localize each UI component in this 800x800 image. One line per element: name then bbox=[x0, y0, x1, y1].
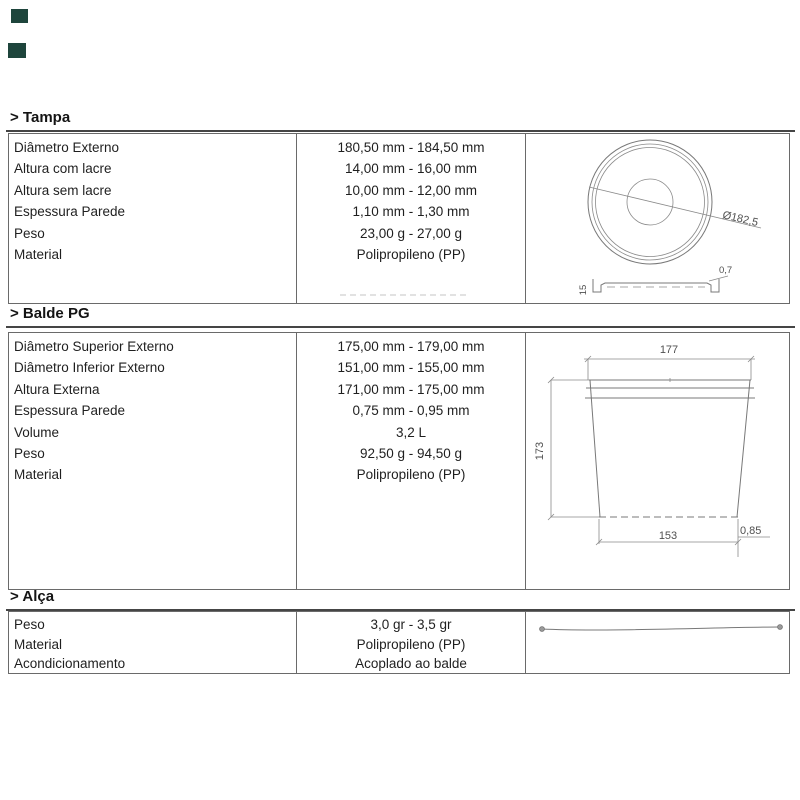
spec-value: 151,00 mm - 155,00 mm bbox=[337, 360, 485, 376]
spec-table-tampa bbox=[8, 133, 790, 304]
value-column bbox=[296, 612, 525, 673]
dim-label-bucket-top-width: 177 bbox=[659, 344, 679, 356]
spec-label: Altura sem lacre bbox=[14, 182, 112, 198]
spec-label: Diâmetro Externo bbox=[14, 140, 120, 155]
bucket-drawing-cell bbox=[525, 333, 790, 589]
spec-value: 1,10 mm - 1,30 mm bbox=[352, 204, 470, 220]
spec-value: 175,00 mm - 179,00 mm bbox=[337, 339, 485, 354]
spec-value: Acoplado ao balde bbox=[355, 656, 467, 671]
spec-label: Material bbox=[14, 247, 63, 263]
dim-label-bucket-height: 173 bbox=[534, 441, 546, 461]
spec-label: Material bbox=[14, 636, 63, 652]
spec-value: 14,00 mm - 16,00 mm bbox=[344, 161, 478, 177]
spec-value: 180,50 mm - 184,50 mm bbox=[337, 140, 485, 155]
spec-label: Diâmetro Inferior Externo bbox=[14, 360, 165, 376]
spec-table-balde-pg bbox=[8, 332, 790, 590]
section-heading-balde-pg: > Balde PG bbox=[6, 304, 795, 328]
spec-label: Acondicionamento bbox=[14, 656, 126, 671]
dim-label-lid-diameter: Ø182,5 bbox=[721, 209, 760, 230]
spec-value: 3,2 L bbox=[395, 424, 427, 440]
spec-value: 92,50 g - 94,50 g bbox=[359, 446, 463, 462]
section-heading-tampa: > Tampa bbox=[6, 108, 795, 132]
spec-label: Peso bbox=[14, 225, 45, 241]
value-column bbox=[296, 134, 525, 303]
handle-drawing-cell bbox=[525, 612, 790, 673]
logo-mark-top bbox=[11, 9, 28, 23]
spec-label: Diâmetro Superior Externo bbox=[14, 339, 174, 354]
lid-technical-drawing bbox=[526, 134, 790, 301]
spec-value: Polipropileno (PP) bbox=[356, 636, 466, 652]
spec-label: Altura Externa bbox=[14, 381, 100, 397]
spec-value: Polipropileno (PP) bbox=[356, 467, 466, 483]
faint-watermark bbox=[340, 294, 466, 296]
value-column bbox=[296, 333, 525, 589]
spec-label: Espessura Parede bbox=[14, 204, 126, 220]
section-heading-alca: > Alça bbox=[6, 587, 795, 611]
dim-label-bucket-thickness: 0,85 bbox=[740, 525, 762, 537]
label-column bbox=[9, 333, 296, 589]
spec-value: 3,0 gr - 3,5 gr bbox=[370, 617, 452, 632]
spec-label: Material bbox=[14, 467, 63, 483]
spec-value: 171,00 mm - 175,00 mm bbox=[337, 381, 485, 397]
bucket-technical-drawing bbox=[526, 333, 790, 587]
dim-label-lid-height: 15 bbox=[578, 284, 589, 296]
spec-value: 10,00 mm - 12,00 mm bbox=[344, 182, 478, 198]
spec-label: Peso bbox=[14, 617, 45, 632]
spec-value: 0,75 mm - 0,95 mm bbox=[352, 403, 470, 419]
spec-value: Polipropileno (PP) bbox=[356, 247, 466, 263]
spec-label: Volume bbox=[14, 424, 60, 440]
spec-label: Peso bbox=[14, 446, 45, 462]
spec-value: 23,00 g - 27,00 g bbox=[359, 225, 463, 241]
label-column bbox=[9, 134, 296, 303]
handle-technical-drawing bbox=[526, 612, 790, 671]
dim-label-bucket-bottom-width: 153 bbox=[658, 530, 678, 542]
logo-mark-bottom bbox=[8, 43, 26, 58]
lid-drawing-cell bbox=[525, 134, 790, 303]
spec-label: Altura com lacre bbox=[14, 161, 112, 177]
spec-table-alca bbox=[8, 611, 790, 674]
spec-label: Espessura Parede bbox=[14, 403, 126, 419]
label-column bbox=[9, 612, 296, 673]
dim-label-lid-thickness: 0,7 bbox=[719, 265, 733, 276]
